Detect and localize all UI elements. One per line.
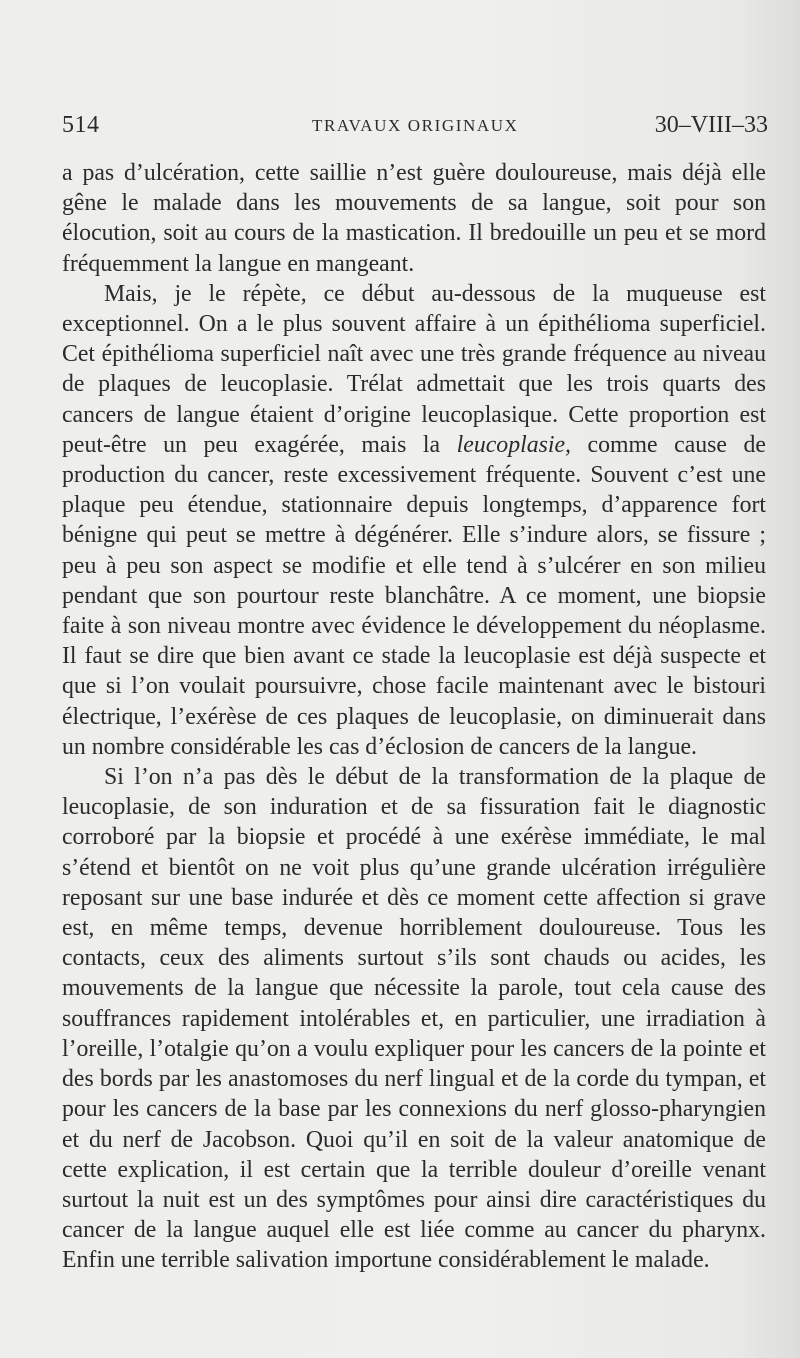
- page-header: [62, 110, 768, 144]
- body-text: [62, 158, 766, 1276]
- italic-term: leucoplasie,: [456, 431, 571, 458]
- paragraph-text-after: comme cause de production du cancer, reste excessivement fréquente. Souvent c’est une plaque peu étendue, stationnaire depuis longtemps, d’apparence fort bénigne qui peut se mettre à dégénérer. Elle s’indure alors, se fissure ; peu à peu son aspect se modifie et elle tend à s’ulcérer en son milieu pendant que son pourtour reste blanchâtre. A ce moment, une biopsie faite à son niveau montre avec évidence le développement du néoplasme. Il faut se dire que bien avant ce stade la leucoplasie est déjà suspecte et que si l’on voulait poursuivre, chose facile maintenant avec le bistouri électrique, l’exérèse de ces plaques de leucoplasie, on diminuerait dans un nombre considérable les cas d’éclosion de cancers de la langue.: [62, 431, 766, 760]
- issue-date: 30–VIII–33: [654, 112, 768, 138]
- page-number: 514: [62, 112, 100, 138]
- running-title: TRAVAUX ORIGINAUX: [312, 116, 519, 135]
- paragraph-text-before: Mais, je le répète, ce début au-dessous de la muqueuse est exceptionnel. On a le plus souvent affaire à un épithélioma superficiel. Cet épithélioma superficiel naît avec une très grande fréquence au niveau de plaques de leucoplasie. Trélat admettait que les trois quarts des cancers de langue étaient d’origine leucoplasique. Cette proportion est peut-être un peu exagérée, mais la: [62, 280, 766, 458]
- paragraph-continuation: a pas d’ulcération, cette saillie n’est guère douloureuse, mais déjà elle gêne le malade dans les mouvements de sa langue, soit pour son élocution, soit au cours de la mastication. Il bredouille un peu et se mord fréquemment la langue en mangeant.: [62, 160, 766, 277]
- paragraph-symptoms: Si l’on n’a pas dès le début de la transformation de la plaque de leucoplasie, de son induration et de sa fissuration fait le diagnostic corroboré par la biopsie et procédé à une exérèse immédiate, le mal s’étend et bientôt on ne voit plus qu’une grande ulcération irrégulière reposant sur une base indurée et dès ce moment cette affection si grave est, en même temps, devenue horriblement douloureuse. Tous les contacts, ceux des aliments surtout s’ils sont chauds ou acides, les mouvements de la langue que nécessite la parole, tout cela cause des souffrances rapidement intolérables et, en particulier, une irradiation à l’oreille, l’otalgie qu’on a voulu expliquer pour les cancers de la pointe et des bords par les anastomoses du nerf lingual et de la corde du tympan, et pour les cancers de la base par les connexions du nerf glosso-pharyngien et du nerf de Jacobson. Quoi qu’il en soit de la valeur anatomique de cette explication, il est certain que la terrible douleur d’oreille venant surtout la nuit est un des symptômes pour ainsi dire caractéristiques du cancer de la langue auquel elle est liée comme au cancer du pharynx. Enfin une terrible salivation importune considérablement le malade.: [62, 764, 766, 1274]
- paragraph-leucoplasie: [62, 279, 766, 762]
